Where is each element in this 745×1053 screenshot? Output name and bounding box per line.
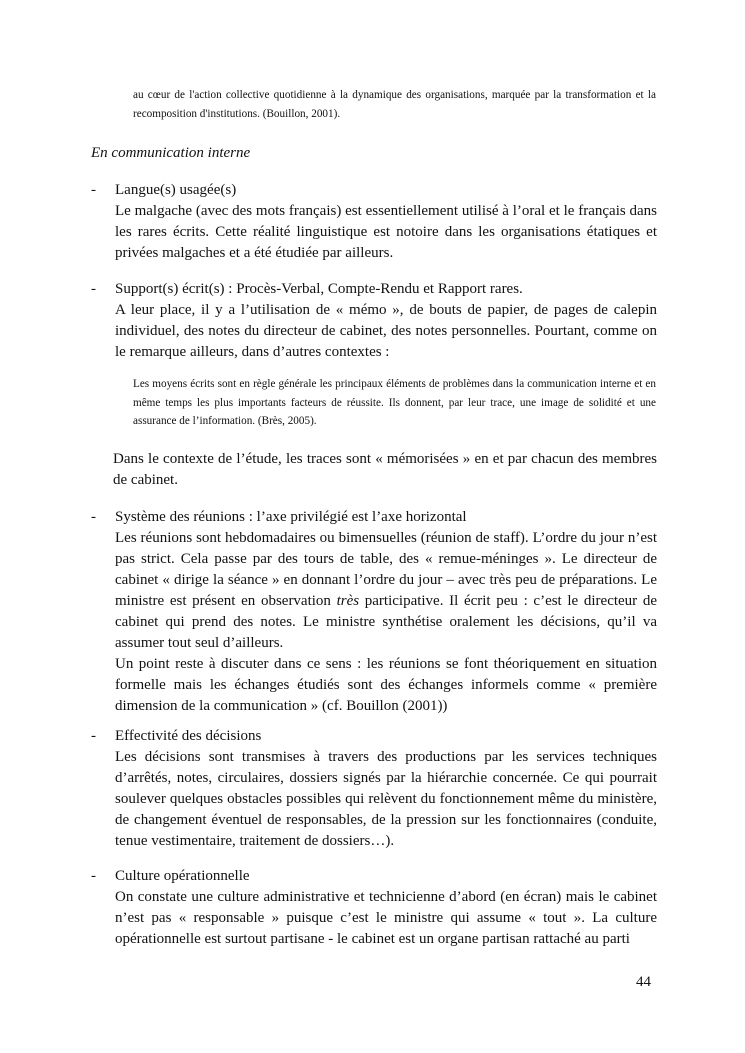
item-body: A leur place, il y a l’utilisation de « mémo », de bouts de papier, de pages de calepin individuel, des notes du directeur de cabinet, des notes personnelles. Pourtant, comme on le remarque ailleurs, dans d’autres contextes : xyxy=(115,302,657,360)
emphasis: très xyxy=(336,593,360,609)
item-body-paragraph-2: Un point reste à discuter dans ce sens : les réunions se font théoriquement en situation formelle mais les échanges étudiés sont des échanges informels comme « première dimension de la communication » (cf. Bouillon (2001)) xyxy=(115,656,657,714)
item-body xyxy=(115,528,657,717)
bullet-dash: - xyxy=(91,509,96,525)
item-title: Support(s) écrit(s) : Procès-Verbal, Compte-Rendu et Rapport rares. xyxy=(115,281,523,297)
bullet-dash: - xyxy=(91,182,96,198)
item-title: Effectivité des décisions xyxy=(115,728,262,744)
item-body: On constate une culture administrative et technicienne d’abord (en écran) mais le cabinet n’est pas « responsable » puisque c’est le ministre qui assume « tout ». La culture opérationnelle est surtout partisane - le cabinet est un organe partisan rattaché au parti xyxy=(115,889,657,947)
item-title: Culture opérationnelle xyxy=(115,868,250,884)
bullet-dash: - xyxy=(91,728,96,744)
block-quote-bouillon: au cœur de l'action collective quotidienne à la dynamique des organisations, marquée par la transformation et la recomposition d'institutions. (Bouillon, 2001). xyxy=(133,89,656,120)
item-body: Le malgache (avec des mots français) est essentiellement utilisé à l’oral et le français dans les rares écrits. Cette réalité linguistique est notoire dans les organisations étatiques et privées malgaches et a été étudiée par ailleurs. xyxy=(115,203,657,261)
bullet-dash: - xyxy=(91,868,96,884)
block-quote-bres: Les moyens écrits sont en règle générale les principaux éléments de problèmes dans la communication interne et en même temps les plus importants facteurs de réussite. Ils donnent, par leur trace, une image de solidité et une assurance de l’information. (Brès, 2005). xyxy=(133,378,656,427)
paragraph-traces: Dans le contexte de l’étude, les traces sont « mémorisées » en et par chacun des membres de cabinet. xyxy=(113,451,657,488)
bullet-dash: - xyxy=(91,281,96,297)
page-number: 44 xyxy=(636,974,651,990)
item-body-paragraph: Les réunions sont hebdomadaires ou bimensuelles (réunion de staff). L’ordre du jour n’est pas strict. Cela passe par des tours de table, des « remue-méninges ». Le directeur de cabinet « dirige la séance » en donnant l’ordre du jour – avec très peu de préparations. Le ministre est présent en observation très participative. Il écrit peu : c’est le directeur de cabinet qui prend des notes. Le ministre synthétise oralement les décisions, qu’il va assumer tout seul d’ailleurs. xyxy=(115,530,657,651)
item-title: Langue(s) usagée(s) xyxy=(115,182,237,198)
item-title: Système des réunions : l’axe privilégié est l’axe horizontal xyxy=(115,509,467,525)
section-heading: En communication interne xyxy=(91,145,251,161)
item-body: Les décisions sont transmises à travers des productions par les services techniques d’arrêtés, notes, circulaires, dossiers signés par la hiérarchie concernée. Ce qui pourrait soulever quelques obstacles possibles qui relèvent du fonctionnement même du ministère, de changement éventuel de responsables, de la pression sur les fonctionnaires (conduite, tenue vestimentaire, traitement de dossiers…). xyxy=(115,749,657,849)
